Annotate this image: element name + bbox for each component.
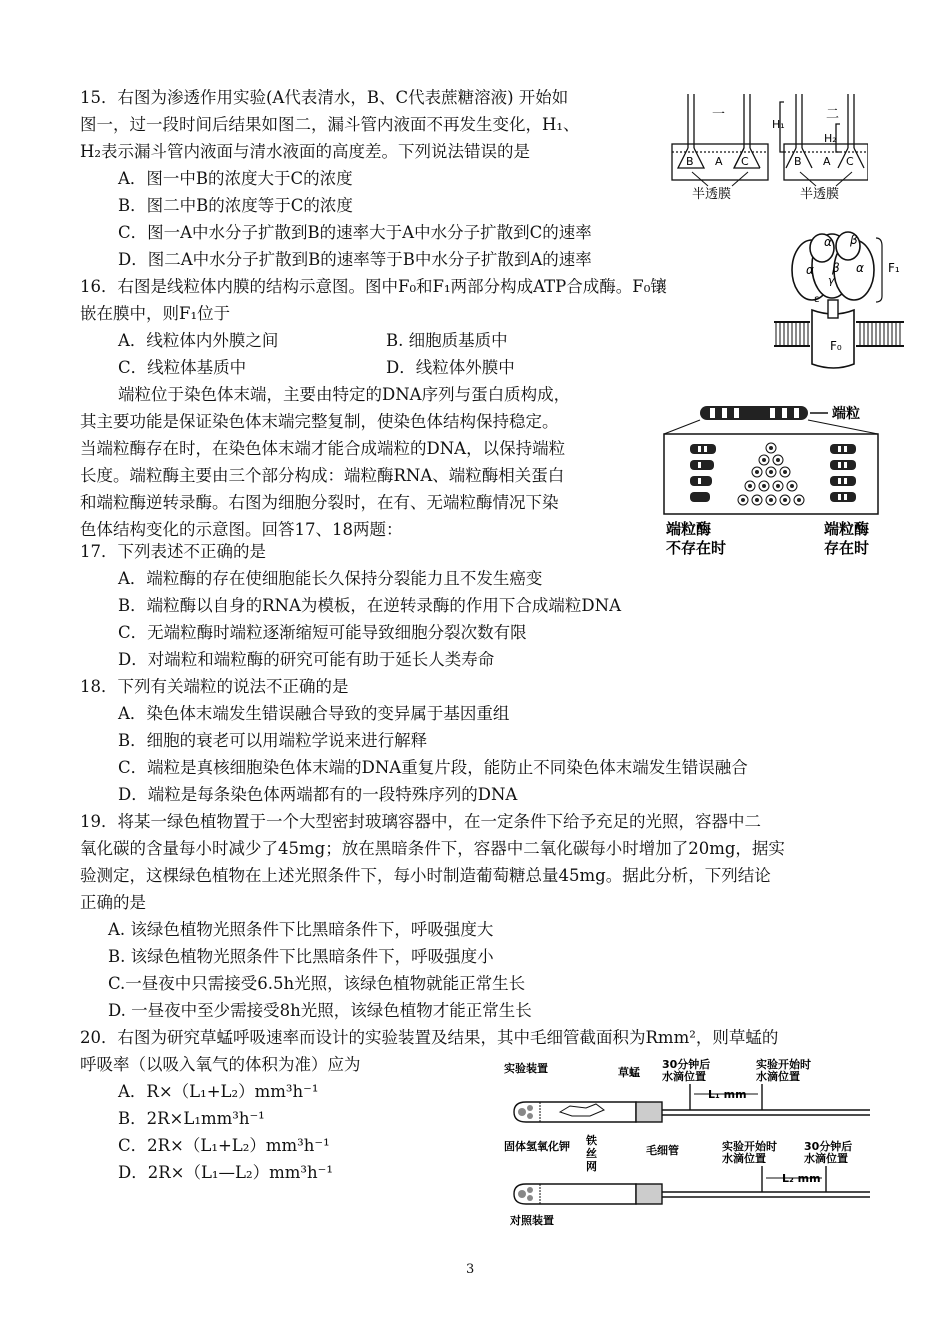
q20-option-d[interactable]: D．2R×（L₁—L₂）mm³h⁻¹	[118, 1163, 333, 1182]
no-telomerase-label-1: 端粒酶	[666, 520, 712, 538]
fig2-h1: H₁	[772, 118, 785, 131]
fig2-c: C	[846, 155, 854, 168]
drop-pos-label-a: 水滴位置	[662, 1070, 706, 1083]
respiration-apparatus-figure	[500, 1058, 872, 1230]
passage-line1: 端粒位于染色体末端，主要由特定的DNA序列与蛋白质构成，	[118, 385, 571, 404]
q18-option-a[interactable]: A．染色体末端发生错误融合导致的变异属于基因重组	[118, 704, 510, 723]
q19-stem-line1: 19．将某一绿色植物置于一个大型密封玻璃容器中，在一定条件下给予充足的光照，容器中二	[80, 812, 761, 831]
q20-stem-line2: 呼吸率（以吸入氧气的体积为准）应为	[80, 1055, 361, 1074]
q17-option-a[interactable]: A．端粒酶的存在使细胞能长久保持分裂能力且不发生癌变	[118, 569, 543, 588]
l2-label: L₂ mm	[782, 1172, 821, 1185]
telomerase-label-1: 端粒酶	[824, 520, 870, 538]
q15-option-b[interactable]: B．图二中B的浓度等于C的浓度	[118, 196, 353, 215]
start-label-b: 实验开始时	[722, 1140, 777, 1153]
passage-line2: 其主要功能是保证染色体末端完整复制，使染色体结构保持稳定。	[80, 412, 559, 431]
experiment-device-label: 实验装置	[504, 1062, 548, 1075]
fig1-b: B	[686, 155, 694, 168]
beta-label-1: β	[850, 233, 858, 247]
q20-option-a[interactable]: A．R×（L₁+L₂）mm³h⁻¹	[118, 1082, 319, 1101]
no-telomerase-label-2: 不存在时	[666, 539, 727, 557]
gamma-label: γ	[828, 274, 835, 287]
q15-option-a[interactable]: A．图一中B的浓度大于C的浓度	[118, 169, 353, 188]
fig1-membrane: 半透膜	[692, 187, 732, 202]
fig1-c: C	[741, 155, 749, 168]
passage-line6: 色体结构变化的示意图。回答17、18两题：	[80, 520, 403, 539]
wire-label-3: 网	[586, 1160, 597, 1173]
control-device-label: 对照装置	[510, 1214, 554, 1227]
q19-stem-line2: 氧化碳的含量每小时减少了45mg；放在黑暗条件下，容器中二氧化碳每小时增加了20mg，据实	[80, 839, 785, 858]
fig2-label: 二	[826, 107, 840, 122]
passage-line3: 当端粒酶存在时，在染色体末端才能合成端粒的DNA，以保持端粒	[80, 439, 566, 458]
q18-option-d[interactable]: D．端粒是每条染色体两端都有的一段特殊序列的DNA	[118, 785, 518, 804]
q17-option-c[interactable]: C．无端粒酶时端粒逐渐缩短可能导致细胞分裂次数有限	[118, 623, 527, 642]
koh-label: 固体氢氧化钾	[504, 1140, 570, 1153]
q15-option-d[interactable]: D．图二A中水分子扩散到B的速率等于B中水分子扩散到A的速率	[118, 250, 592, 269]
q16-stem-line1: 16．右图是线粒体内膜的结构示意图。图中F₀和F₁两部分构成ATP合成酶。F₀镶	[80, 277, 667, 296]
q19-stem-line4: 正确的是	[80, 893, 146, 912]
alpha-label-2: α	[806, 263, 814, 277]
drop-pos-label-c: 水滴位置	[722, 1152, 766, 1165]
capillary-label: 毛细管	[646, 1144, 679, 1157]
q17-option-d[interactable]: D．对端粒和端粒酶的研究可能有助于延长人类寿命	[118, 650, 495, 669]
q15-option-c[interactable]: C．图一A中水分子扩散到B的速率大于A中水分子扩散到C的速率	[118, 223, 592, 242]
q20-stem-line1: 20．右图为研究草蜢呼吸速率而设计的实验装置及结果，其中毛细管截面积为Rmm²，则草蜢的	[80, 1028, 779, 1047]
passage-line5: 和端粒酶逆转录酶。右图为细胞分裂时，在有、无端粒酶情况下染	[80, 493, 559, 512]
q19-option-d[interactable]: D. 一昼夜中至少需接受8h光照，该绿色植物才能正常生长	[108, 1001, 532, 1020]
grasshopper-label: 草蜢	[618, 1066, 640, 1079]
f1-label: F₁	[888, 261, 900, 275]
telomere-figure	[660, 398, 882, 560]
q19-option-a[interactable]: A. 该绿色植物光照条件下比黑暗条件下，呼吸强度大	[108, 920, 494, 939]
beta-label-2: β	[832, 261, 840, 275]
drop-pos-label-d: 水滴位置	[804, 1152, 848, 1165]
q16-option-b[interactable]: B. 细胞质基质中	[386, 331, 508, 350]
q15-stem-line2: 图一，过一段时间后结果如图二，漏斗管内液面不再发生变化，H₁、	[80, 115, 580, 134]
fig2-h2: H₂	[824, 132, 837, 145]
f0-label: F₀	[830, 339, 842, 353]
passage-line4: 长度。端粒酶主要由三个部分构成：端粒酶RNA、端粒酶相关蛋白	[80, 466, 565, 485]
telomere-label: 端粒	[832, 406, 860, 422]
q18-option-b[interactable]: B．细胞的衰老可以用端粒学说来进行解释	[118, 731, 428, 750]
q16-option-c[interactable]: C．线粒体基质中	[118, 358, 247, 377]
q20-option-c[interactable]: C．2R×（L₁+L₂）mm³h⁻¹	[118, 1136, 330, 1155]
q20-option-b[interactable]: B．2R×L₁mm³h⁻¹	[118, 1109, 265, 1128]
start-label-a: 实验开始时	[756, 1058, 811, 1071]
alpha-label-3: α	[856, 261, 864, 275]
q16-option-a[interactable]: A．线粒体内外膜之间	[118, 331, 279, 350]
alpha-label-1: α	[824, 235, 832, 249]
atp-synthase-figure	[772, 226, 922, 370]
fig2-b: B	[794, 155, 802, 168]
after30-label-a: 30分钟后	[662, 1058, 711, 1071]
fig1-label: 一	[712, 107, 726, 122]
q15-stem-line3: H₂表示漏斗管内液面与清水液面的高度差。下列说法错误的是	[80, 142, 531, 161]
q17-stem: 17．下列表述不正确的是	[80, 542, 266, 561]
l1-label: L₁ mm	[708, 1088, 747, 1101]
telomerase-label-2: 存在时	[824, 539, 870, 557]
q17-option-b[interactable]: B．端粒酶以自身的RNA为模板，在逆转录酶的作用下合成端粒DNA	[118, 596, 621, 615]
q19-stem-line3: 验测定，这棵绿色植物在上述光照条件下，每小时制造葡萄糖总量45mg。据此分析，下列结论	[80, 866, 771, 885]
q19-option-c[interactable]: C.一昼夜中只需接受6.5h光照，该绿色植物就能正常生长	[108, 974, 526, 993]
wire-label-2: 丝	[586, 1147, 597, 1160]
drop-pos-label-b: 水滴位置	[756, 1070, 800, 1083]
q18-option-c[interactable]: C．端粒是真核细胞染色体末端的DNA重复片段，能防止不同染色体末端发生错误融合	[118, 758, 748, 777]
fig2-membrane: 半透膜	[800, 187, 840, 202]
q18-stem: 18．下列有关端粒的说法不正确的是	[80, 677, 349, 696]
osmosis-figure	[668, 92, 868, 204]
q19-option-b[interactable]: B. 该绿色植物光照条件下比黑暗条件下，呼吸强度小	[108, 947, 494, 966]
q15-stem-line1: 15．右图为渗透作用实验(A代表清水，B、C代表蔗糖溶液) 开始如	[80, 88, 569, 107]
fig2-a: A	[823, 155, 831, 168]
after30-label-b: 30分钟后	[804, 1140, 853, 1153]
q16-stem-line2: 嵌在膜中，则F₁位于	[80, 304, 231, 323]
fig1-a: A	[715, 155, 723, 168]
epsilon-label: ε	[814, 294, 820, 305]
q16-option-d[interactable]: D．线粒体外膜中	[386, 358, 515, 377]
wire-label-1: 铁	[586, 1134, 597, 1147]
page-number: 3	[466, 1262, 475, 1277]
